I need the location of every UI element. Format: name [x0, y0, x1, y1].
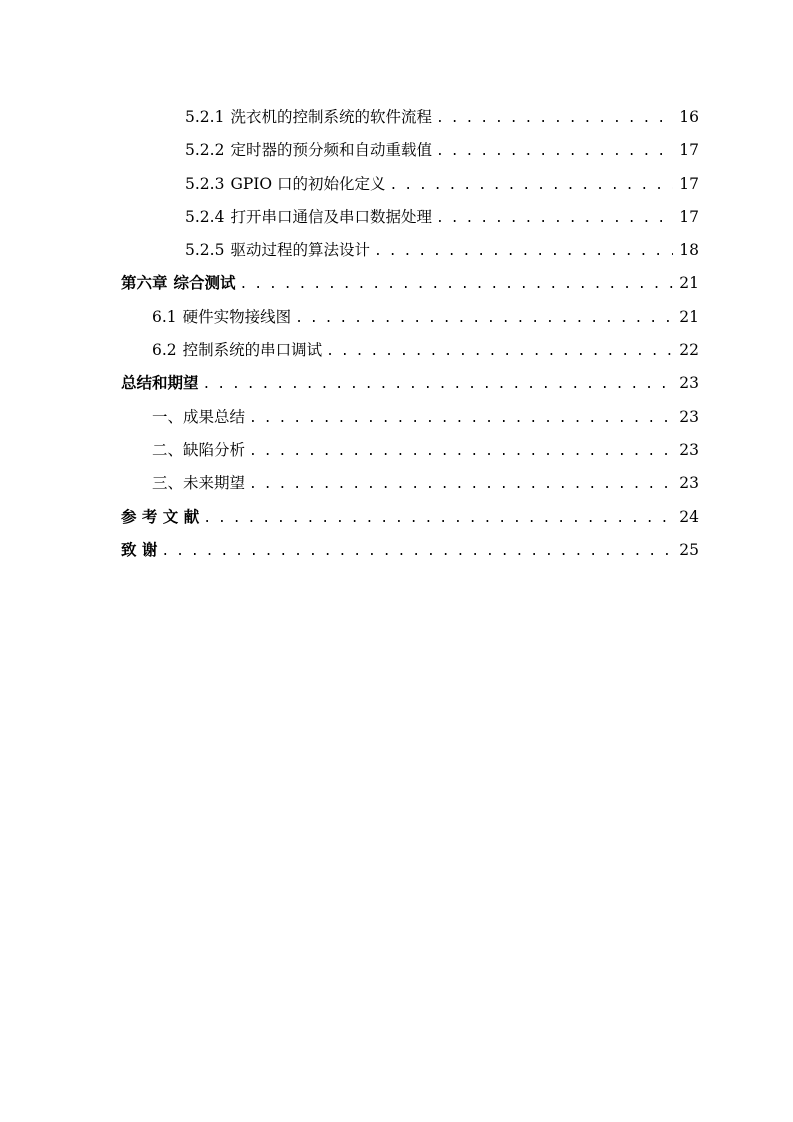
dot-leader: [436, 143, 673, 161]
toc-entry-title: [185, 241, 370, 259]
toc-entry-5-2-5: [0, 233, 793, 266]
dot-leader: [203, 376, 674, 394]
toc-page-number: 23: [679, 440, 699, 459]
toc-entry-acknowledgements: [0, 533, 793, 566]
toc-entry-text: 三、未来期望: [152, 474, 246, 493]
toc-entry-summary: [0, 366, 793, 399]
toc-entry-number: 5.2.2: [185, 141, 225, 160]
toc-page-number: 21: [679, 274, 699, 293]
dot-leader: [326, 343, 673, 361]
toc-page-number: 17: [679, 207, 699, 226]
toc-entry-number: 5.2.5: [185, 241, 225, 260]
table-of-contents: [0, 100, 793, 566]
dot-leader: [249, 443, 673, 461]
toc-entry-6-1: [0, 300, 793, 333]
toc-page-number: 25: [679, 540, 699, 559]
dot-leader: [249, 476, 673, 494]
dot-leader: [295, 310, 673, 328]
toc-page-number: 22: [679, 341, 699, 360]
toc-entry-title: [121, 374, 199, 392]
toc-entry-title: [185, 208, 432, 226]
toc-entry-title: [121, 508, 199, 526]
toc-page-number: 23: [679, 474, 699, 493]
toc-entry-text: 二、缺陷分析: [152, 440, 246, 459]
toc-entry-number: 6.2: [152, 341, 177, 360]
dot-leader: [161, 543, 673, 561]
toc-entry-text: 综合测试: [173, 274, 236, 293]
toc-page-number: 21: [679, 307, 699, 326]
toc-entry-text: 驱动过程的算法设计: [230, 241, 370, 260]
toc-entry-5-2-3: [0, 167, 793, 200]
toc-entry-text: 参 考 文 献: [121, 507, 200, 526]
toc-entry-title: [121, 541, 157, 559]
toc-entry-text: GPIO 口的初始化定义: [230, 174, 386, 193]
toc-entry-title: [152, 341, 322, 359]
toc-entry-number: 5.2.1: [185, 108, 225, 126]
toc-entry-5-2-1: [0, 100, 793, 133]
toc-page-number: 16: [679, 108, 699, 126]
toc-entry-text: 总结和期望: [121, 374, 199, 393]
toc-entry-number: 5.2.3: [185, 174, 225, 193]
toc-entry-5-2-2: [0, 133, 793, 166]
toc-page-number: 23: [679, 407, 699, 426]
toc-entry-6-2: [0, 333, 793, 366]
dot-leader: [436, 110, 673, 128]
toc-entry-title: [152, 308, 291, 326]
toc-entry-text: 打开串口通信及串口数据处理: [230, 207, 432, 226]
dot-leader: [390, 177, 674, 195]
toc-entry-text: 致 谢: [121, 540, 158, 559]
dot-leader: [374, 243, 673, 261]
toc-entry-text: 定时器的预分频和自动重载值: [230, 141, 432, 160]
dot-leader: [249, 410, 673, 428]
toc-entry-title: [121, 274, 236, 292]
dot-leader: [240, 276, 674, 294]
toc-entry-number: 6.1: [152, 307, 177, 326]
toc-entry-number: 第六章: [121, 274, 168, 293]
toc-page-number: 17: [679, 174, 699, 193]
toc-entry-results: [0, 400, 793, 433]
toc-entry-title: [185, 141, 432, 159]
toc-entry-number: 5.2.4: [185, 207, 225, 226]
toc-page-number: 17: [679, 141, 699, 160]
toc-entry-title: [152, 474, 245, 492]
toc-entry-title: [152, 408, 245, 426]
toc-entry-text: 控制系统的串口调试: [182, 341, 323, 360]
toc-page-number: 18: [679, 241, 699, 260]
toc-entry-references: [0, 500, 793, 533]
toc-entry-chapter-6: [0, 266, 793, 299]
toc-entry-5-2-4: [0, 200, 793, 233]
toc-page-number: 24: [679, 507, 699, 526]
toc-entry-future: [0, 466, 793, 499]
toc-entry-text: 洗衣机的控制系统的软件流程: [230, 108, 432, 126]
toc-page-number: 23: [679, 374, 699, 393]
toc-entry-defects: [0, 433, 793, 466]
toc-entry-title: [152, 441, 245, 459]
dot-leader: [203, 510, 673, 528]
toc-entry-text: 硬件实物接线图: [182, 307, 292, 326]
toc-entry-title: [185, 175, 386, 193]
dot-leader: [436, 210, 673, 228]
toc-entry-text: 一、成果总结: [152, 407, 246, 426]
toc-entry-title: [185, 108, 432, 126]
